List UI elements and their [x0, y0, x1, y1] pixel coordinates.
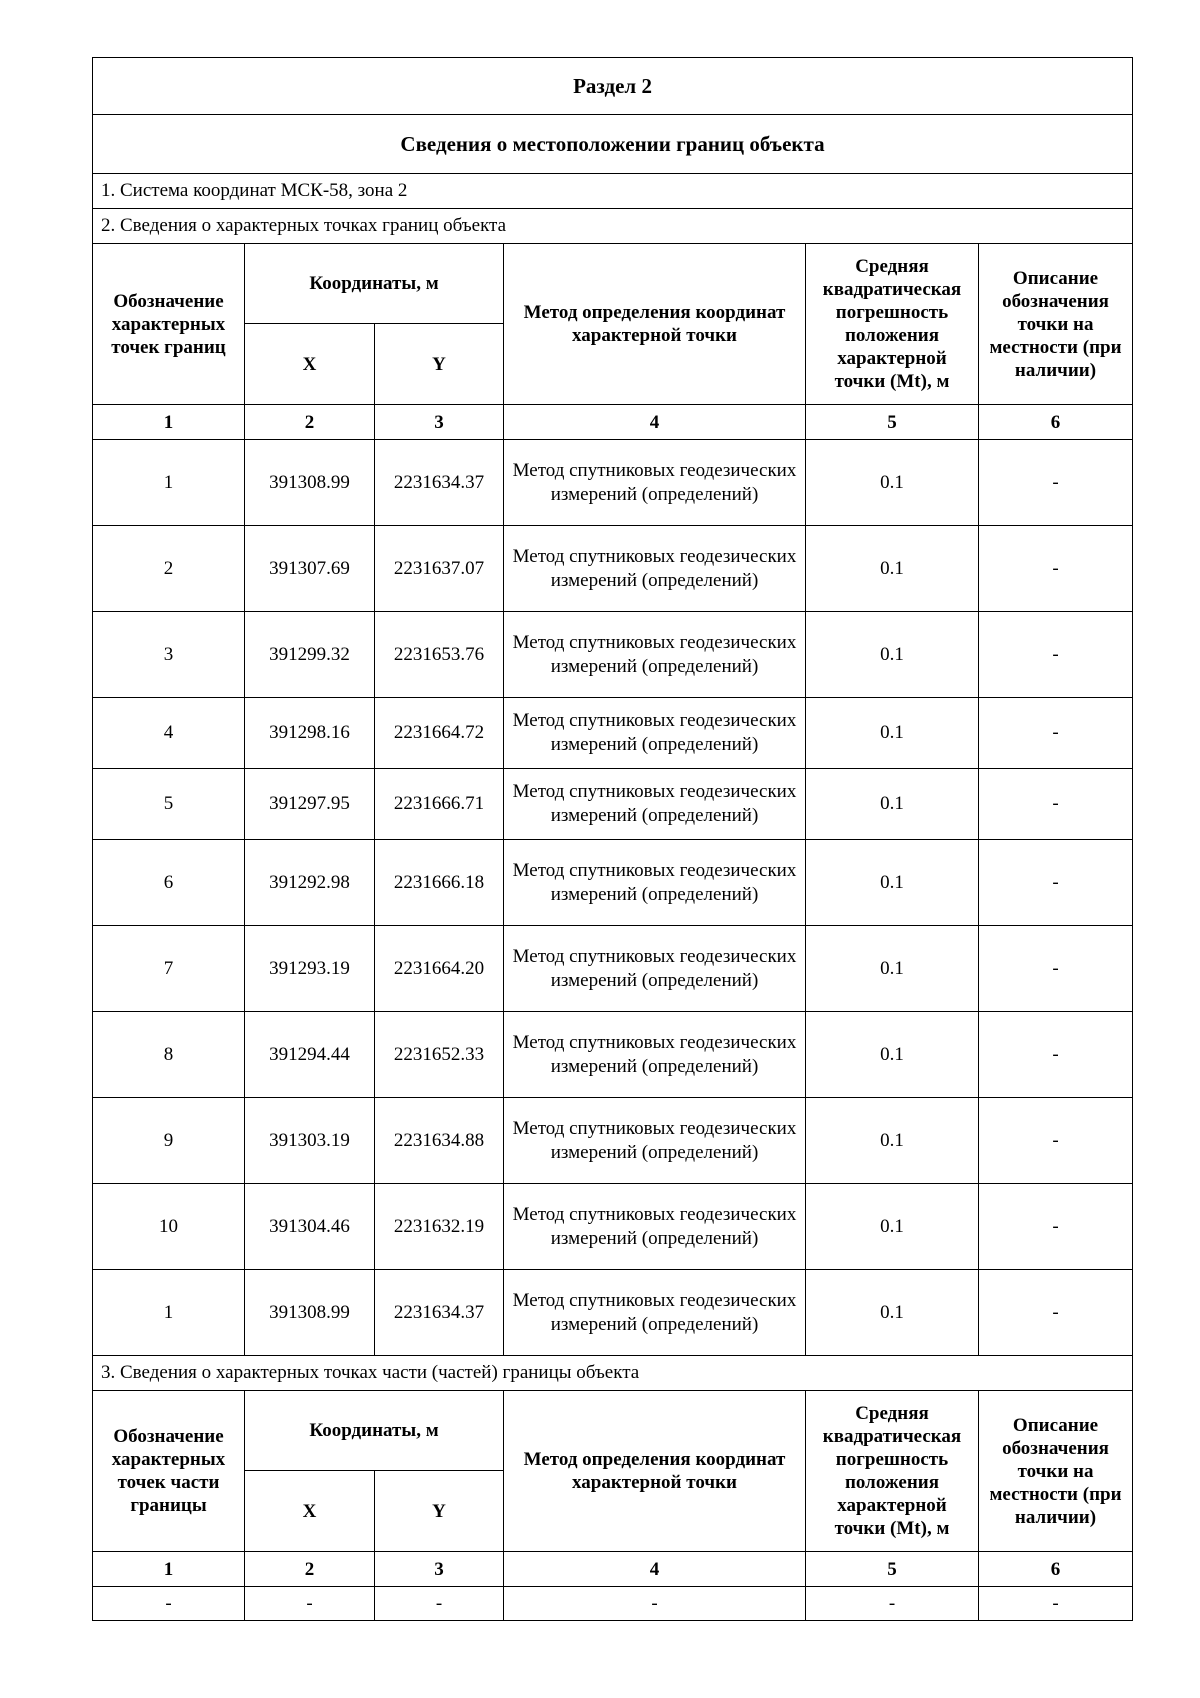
x-coordinate-cell: 391303.19	[245, 1098, 375, 1184]
method-cell: Метод спутниковых геодезических измерений (определений)	[504, 526, 806, 612]
table-row	[93, 698, 1133, 769]
mean-error-cell: 0.1	[806, 840, 979, 926]
table-row	[93, 840, 1133, 926]
table-row	[93, 926, 1133, 1012]
description-cell: -	[979, 1270, 1133, 1356]
column-number: 6	[979, 405, 1133, 440]
column-number: 4	[504, 1552, 806, 1587]
table-row	[93, 440, 1133, 526]
method-cell: Метод спутниковых геодезических измерений (определений)	[504, 612, 806, 698]
mean-error-cell: 0.1	[806, 612, 979, 698]
y-coordinate-cell: 2231637.07	[375, 526, 504, 612]
mean-error-cell: 0.1	[806, 440, 979, 526]
mean-error-cell: 0.1	[806, 1184, 979, 1270]
column-number: 5	[806, 405, 979, 440]
column-number: 1	[93, 405, 245, 440]
header-method: Метод определения координат характерной точки	[504, 244, 806, 405]
point-id-cell: 10	[93, 1184, 245, 1270]
coord-system-line: 1. Система координат МСК-58, зона 2	[93, 174, 1133, 209]
mean-error-cell: -	[806, 1587, 979, 1621]
point-id-cell: 4	[93, 698, 245, 769]
column-number: 2	[245, 1552, 375, 1587]
header-part-point-designation: Обозначение характерных точек части границы	[93, 1391, 245, 1552]
method-cell: Метод спутниковых геодезических измерений (определений)	[504, 926, 806, 1012]
y-coordinate-cell: 2231632.19	[375, 1184, 504, 1270]
method-cell: -	[504, 1587, 806, 1621]
column-number: 3	[375, 1552, 504, 1587]
column-number: 4	[504, 405, 806, 440]
description-cell: -	[979, 526, 1133, 612]
y-coordinate-cell: 2231634.37	[375, 1270, 504, 1356]
x-coordinate-cell: 391297.95	[245, 769, 375, 840]
point-id-cell: 3	[93, 612, 245, 698]
x-coordinate-cell: 391294.44	[245, 1012, 375, 1098]
table-row	[93, 1012, 1133, 1098]
mean-error-cell: 0.1	[806, 1270, 979, 1356]
mean-error-cell: 0.1	[806, 1098, 979, 1184]
method-cell: Метод спутниковых геодезических измерений (определений)	[504, 840, 806, 926]
table-row	[93, 1587, 1133, 1621]
point-id-cell: 1	[93, 440, 245, 526]
table-row	[93, 526, 1133, 612]
header-mean-error: Средняя квадратическая погрешность положения характерной точки (Mt), м	[806, 244, 979, 405]
method-cell: Метод спутниковых геодезических измерений (определений)	[504, 1012, 806, 1098]
mean-error-cell: 0.1	[806, 769, 979, 840]
points-heading: 2. Сведения о характерных точках границ объекта	[93, 209, 1133, 244]
header-point-designation: Обозначение характерных точек границ	[93, 244, 245, 405]
description-cell: -	[979, 440, 1133, 526]
y-coordinate-cell: 2231666.18	[375, 840, 504, 926]
y-coordinate-cell: -	[375, 1587, 504, 1621]
column-number: 2	[245, 405, 375, 440]
header-x: X	[245, 324, 375, 405]
y-coordinate-cell: 2231634.37	[375, 440, 504, 526]
point-id-cell: 6	[93, 840, 245, 926]
y-coordinate-cell: 2231666.71	[375, 769, 504, 840]
method-cell: Метод спутниковых геодезических измерений (определений)	[504, 698, 806, 769]
mean-error-cell: 0.1	[806, 926, 979, 1012]
y-coordinate-cell: 2231652.33	[375, 1012, 504, 1098]
point-id-cell: 7	[93, 926, 245, 1012]
table-row	[93, 612, 1133, 698]
point-id-cell: -	[93, 1587, 245, 1621]
description-cell: -	[979, 769, 1133, 840]
section-subtitle: Сведения о местоположении границ объекта	[93, 115, 1133, 174]
column-number: 6	[979, 1552, 1133, 1587]
column-number: 3	[375, 405, 504, 440]
header-coordinates: Координаты, м	[245, 244, 504, 324]
y-coordinate-cell: 2231664.20	[375, 926, 504, 1012]
description-cell: -	[979, 1184, 1133, 1270]
x-coordinate-cell: 391299.32	[245, 612, 375, 698]
x-coordinate-cell: 391293.19	[245, 926, 375, 1012]
boundary-document-table	[92, 57, 1133, 1621]
x-coordinate-cell: 391308.99	[245, 1270, 375, 1356]
header-method: Метод определения координат характерной точки	[504, 1391, 806, 1552]
method-cell: Метод спутниковых геодезических измерений (определений)	[504, 769, 806, 840]
header-x: X	[245, 1471, 375, 1552]
x-coordinate-cell: 391292.98	[245, 840, 375, 926]
description-cell: -	[979, 1587, 1133, 1621]
table-row	[93, 1184, 1133, 1270]
description-cell: -	[979, 926, 1133, 1012]
part-points-heading: 3. Сведения о характерных точках части (частей) границы объекта	[93, 1356, 1133, 1391]
section-title: Раздел 2	[93, 58, 1133, 115]
y-coordinate-cell: 2231664.72	[375, 698, 504, 769]
header-mean-error: Средняя квадратическая погрешность положения характерной точки (Mt), м	[806, 1391, 979, 1552]
x-coordinate-cell: 391304.46	[245, 1184, 375, 1270]
column-number: 5	[806, 1552, 979, 1587]
header-coordinates: Координаты, м	[245, 1391, 504, 1471]
x-coordinate-cell: 391298.16	[245, 698, 375, 769]
method-cell: Метод спутниковых геодезических измерений (определений)	[504, 1270, 806, 1356]
table-row	[93, 769, 1133, 840]
description-cell: -	[979, 612, 1133, 698]
header-y: Y	[375, 324, 504, 405]
x-coordinate-cell: 391307.69	[245, 526, 375, 612]
method-cell: Метод спутниковых геодезических измерений (определений)	[504, 1098, 806, 1184]
header-description: Описание обозначения точки на местности (при наличии)	[979, 244, 1133, 405]
description-cell: -	[979, 840, 1133, 926]
mean-error-cell: 0.1	[806, 526, 979, 612]
table-row	[93, 1270, 1133, 1356]
method-cell: Метод спутниковых геодезических измерений (определений)	[504, 440, 806, 526]
point-id-cell: 9	[93, 1098, 245, 1184]
method-cell: Метод спутниковых геодезических измерений (определений)	[504, 1184, 806, 1270]
mean-error-cell: 0.1	[806, 698, 979, 769]
mean-error-cell: 0.1	[806, 1012, 979, 1098]
x-coordinate-cell: 391308.99	[245, 440, 375, 526]
table-row	[93, 1098, 1133, 1184]
point-id-cell: 5	[93, 769, 245, 840]
description-cell: -	[979, 698, 1133, 769]
column-number: 1	[93, 1552, 245, 1587]
point-id-cell: 2	[93, 526, 245, 612]
header-y: Y	[375, 1471, 504, 1552]
y-coordinate-cell: 2231653.76	[375, 612, 504, 698]
point-id-cell: 1	[93, 1270, 245, 1356]
x-coordinate-cell: -	[245, 1587, 375, 1621]
point-id-cell: 8	[93, 1012, 245, 1098]
y-coordinate-cell: 2231634.88	[375, 1098, 504, 1184]
description-cell: -	[979, 1012, 1133, 1098]
description-cell: -	[979, 1098, 1133, 1184]
header-description: Описание обозначения точки на местности (при наличии)	[979, 1391, 1133, 1552]
